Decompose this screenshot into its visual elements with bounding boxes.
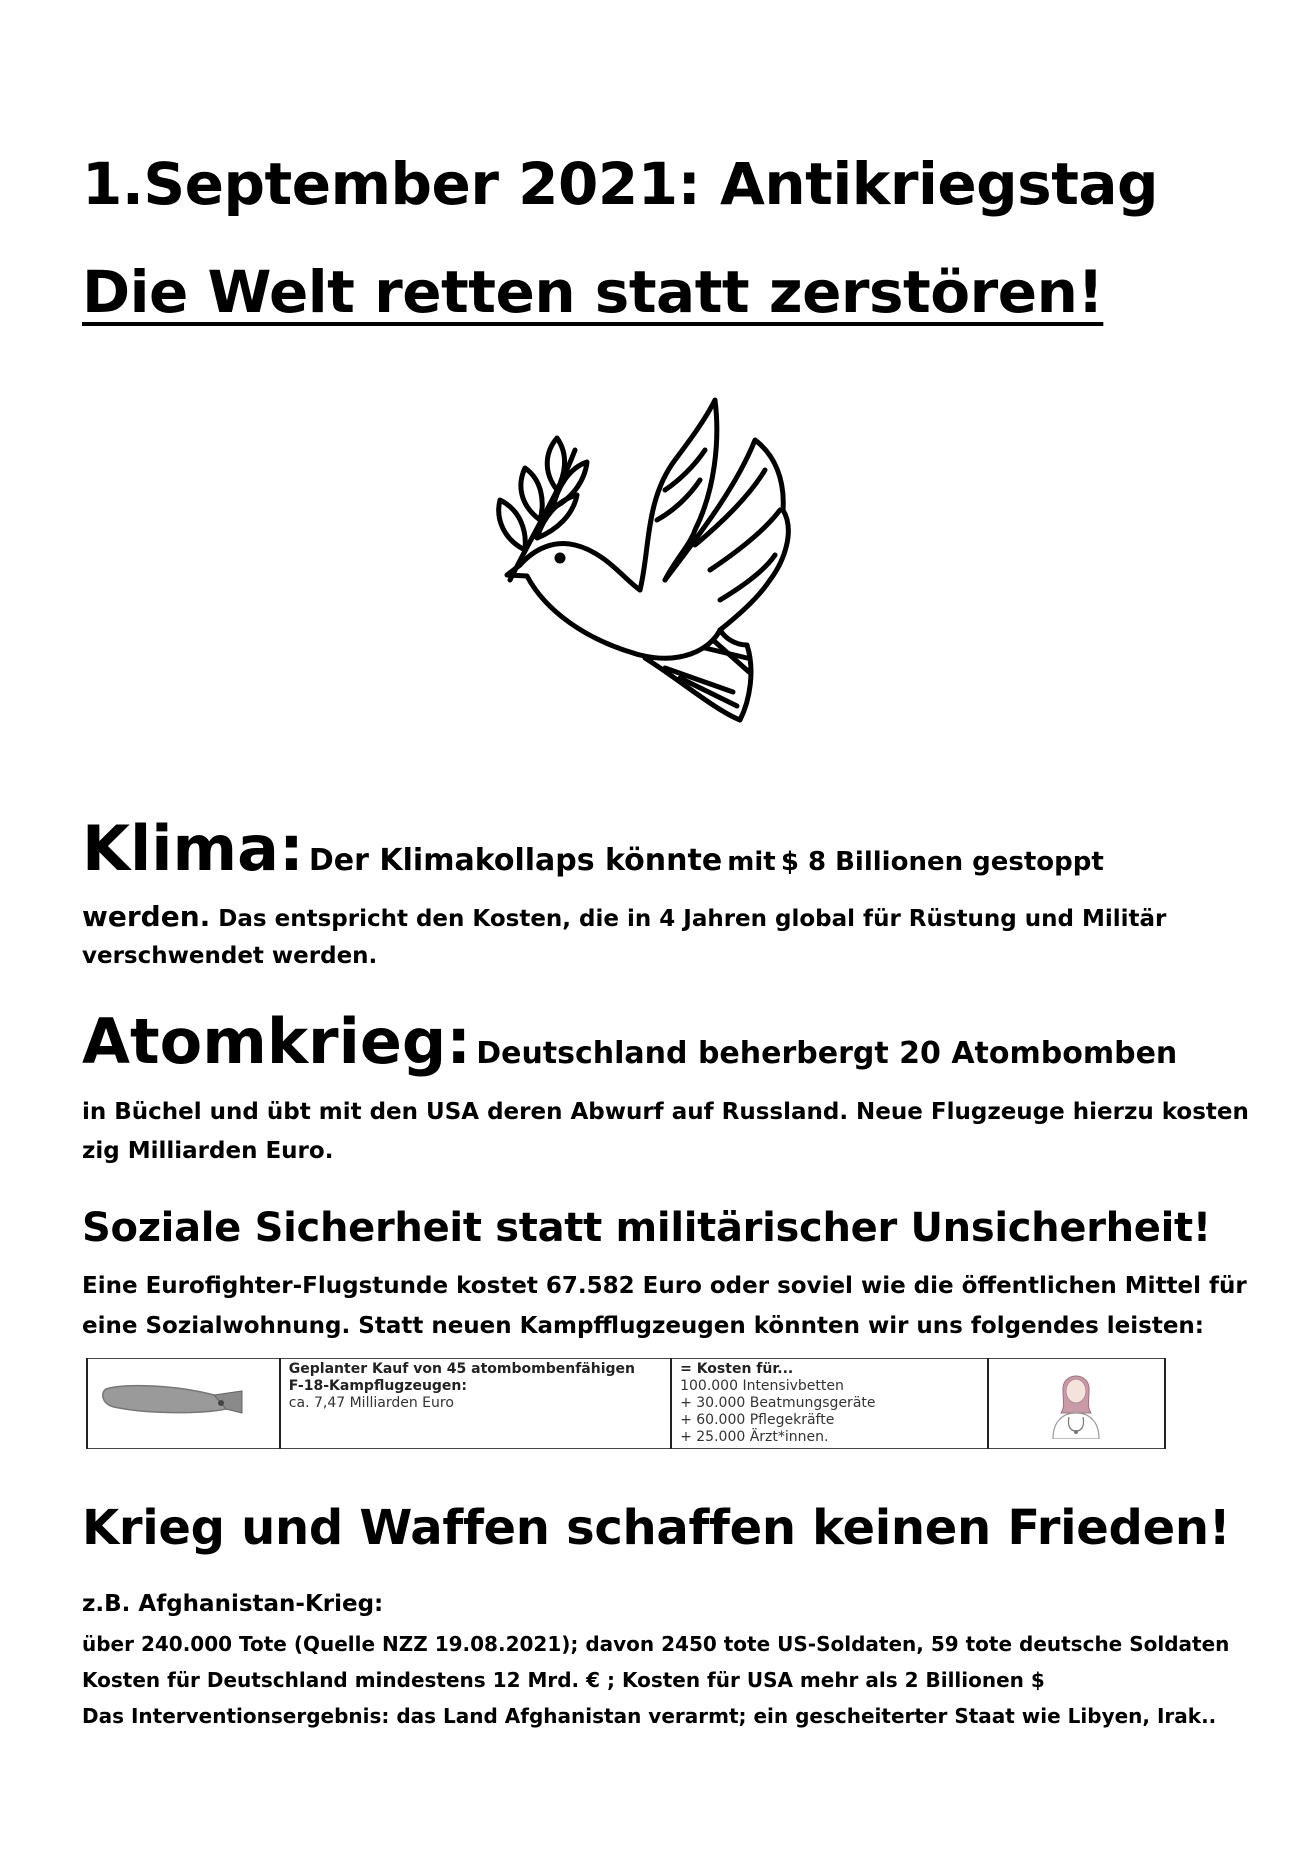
- krieg-text-line1: über 240.000 Tote (Quelle NZZ 19.08.2021); davon 2450 tote US-Soldaten, 59 tote deutsche Soldaten: [82, 1632, 1230, 1656]
- krieg-sub: z.B. Afghanistan-Krieg:: [82, 1591, 384, 1617]
- klima-heading: Klima:: [82, 812, 304, 885]
- table-row: [87, 1359, 1165, 1449]
- atomkrieg-text-line2: in Büchel und übt mit den USA deren Abwurf auf Russland. Neue Flugzeuge hierzu kosten: [82, 1099, 1249, 1125]
- bomb-icon: [96, 1371, 246, 1431]
- klima-lead-c: $ 8 Billionen gestoppt: [780, 847, 1104, 877]
- costs-item: 100.000 Intensivbetten: [680, 1378, 844, 1394]
- atomkrieg-heading: Atomkrieg:: [82, 1005, 472, 1078]
- atomkrieg-lead: Deutschland beherbergt 20 Atombomben: [476, 1036, 1178, 1071]
- krieg-heading: Krieg und Waffen schaffen keinen Frieden!: [82, 1500, 1231, 1556]
- bomb-cell: [87, 1359, 280, 1449]
- atomkrieg-text-line3: zig Milliarden Euro.: [82, 1138, 334, 1164]
- costs-cell: [671, 1359, 988, 1449]
- klima-text-line2: [82, 898, 1166, 938]
- page-title: 1.September 2021: Antikriegstag: [82, 150, 1159, 218]
- atomkrieg-heading-line: [82, 1005, 1177, 1078]
- doctor-icon: [1041, 1361, 1111, 1439]
- klima-lead-a: Der Klimakollaps könnte: [308, 843, 723, 878]
- klima-heading-line: [82, 812, 1104, 885]
- purchase-cell: [280, 1359, 671, 1449]
- klima-line2-rest: Das entspricht den Kosten, die in 4 Jahren global für Rüstung und Militär: [218, 906, 1167, 932]
- costs-item: + 30.000 Beatmungsgeräte: [680, 1395, 876, 1411]
- krieg-text-line2: Kosten für Deutschland mindestens 12 Mrd. € ; Kosten für USA mehr als 2 Billionen $: [82, 1668, 1045, 1692]
- cost-table: [86, 1358, 1166, 1449]
- doctor-cell: [988, 1359, 1165, 1449]
- costs-item: + 25.000 Ärzt*innen.: [680, 1429, 829, 1445]
- klima-line2-bold: werden.: [82, 900, 211, 933]
- klima-text-line3: verschwendet werden.: [82, 943, 378, 969]
- purchase-amount: ca. 7,47 Milliarden Euro: [288, 1395, 454, 1411]
- costs-item: + 60.000 Pflegekräfte: [680, 1412, 835, 1428]
- klima-lead-b: mit: [727, 847, 776, 877]
- soziale-text-line1: Eine Eurofighter-Flugstunde kostet 67.582 Euro oder soviel wie die öffentlichen Mittel für: [82, 1273, 1247, 1299]
- soziale-text-line2: eine Sozialwohnung. Statt neuen Kampfflugzeugen könnten wir uns folgendes leisten:: [82, 1313, 1204, 1339]
- costs-title: = Kosten für...: [680, 1361, 794, 1377]
- purchase-title-1: Geplanter Kauf von 45 atombombenfähigen: [288, 1361, 635, 1377]
- soziale-heading: Soziale Sicherheit statt militärischer Unsicherheit!: [82, 1205, 1211, 1251]
- dove-icon: [465, 380, 825, 740]
- purchase-title-2: F-18-Kampflugzeugen:: [288, 1378, 467, 1394]
- page-subtitle: Die Welt retten statt zerstören!: [82, 258, 1104, 326]
- krieg-text-line3: Das Interventionsergebnis: das Land Afghanistan verarmt; ein gescheiterter Staat wie Libyen, Irak..: [82, 1704, 1217, 1728]
